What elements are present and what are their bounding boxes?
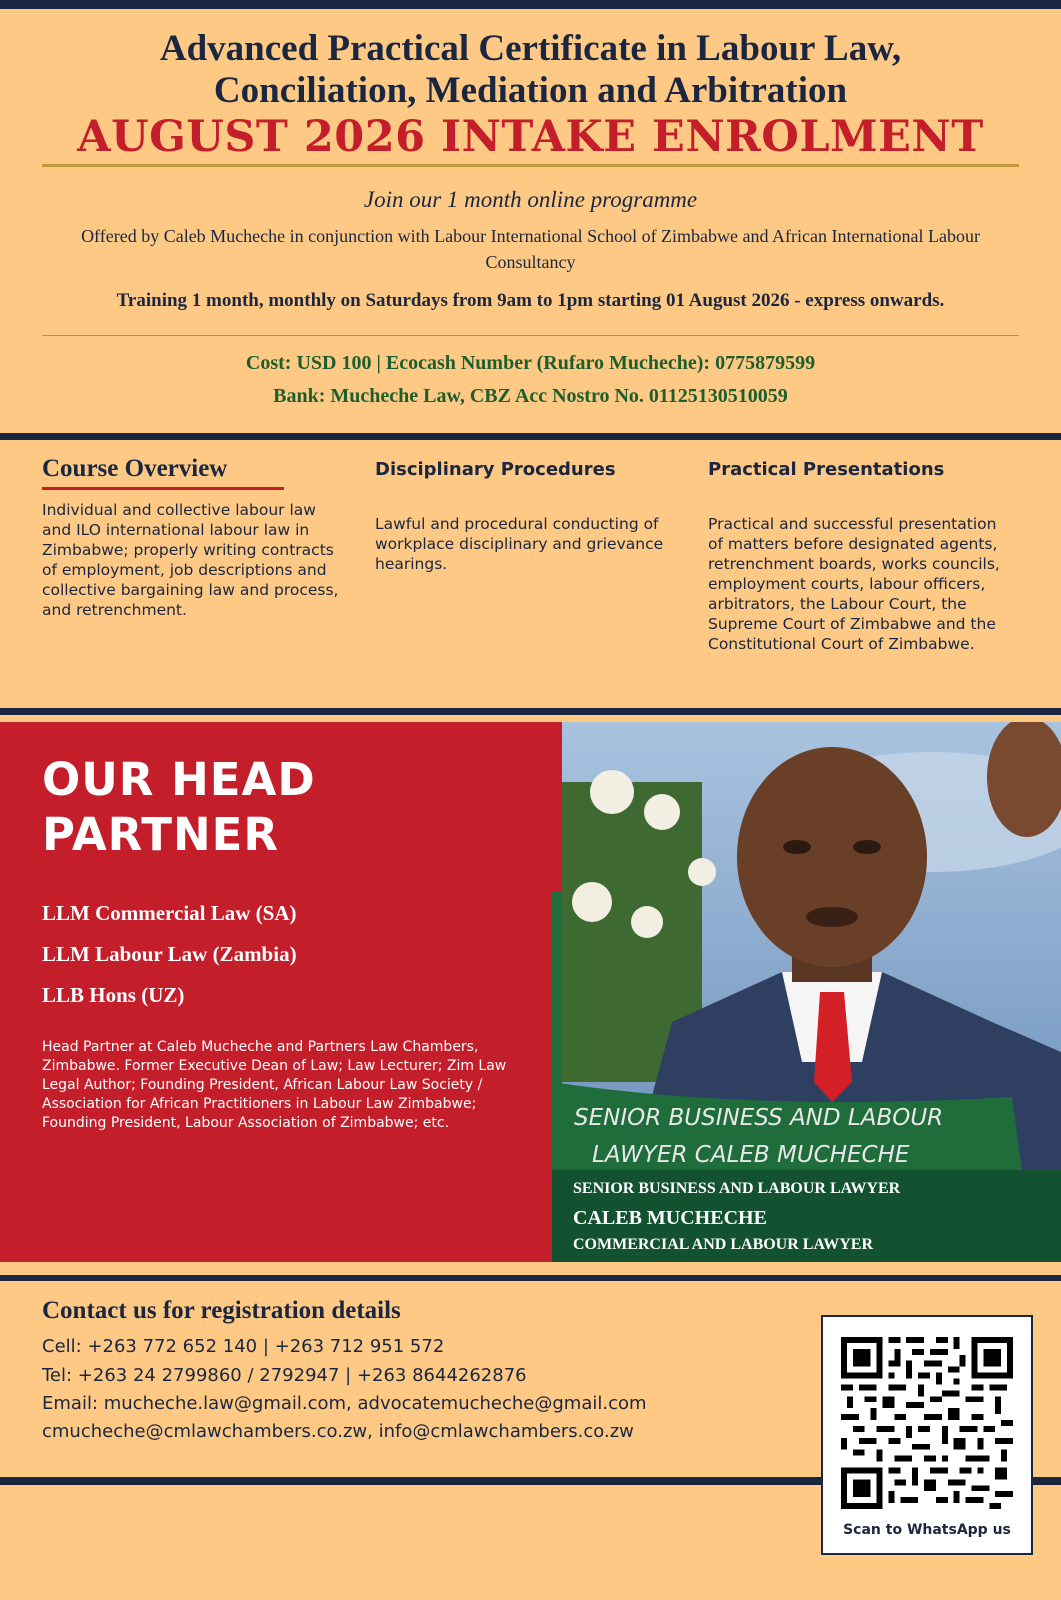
disciplinary-heading: Disciplinary Procedures bbox=[375, 459, 616, 480]
course-overview-heading: Course Overview bbox=[42, 455, 228, 482]
course-title-line2: Conciliation, Mediation and Arbitration bbox=[213, 70, 848, 111]
degree-item: LLM Commercial Law (SA) bbox=[42, 901, 297, 925]
contact-cell[interactable]: Cell: +263 772 652 140 | +263 712 951 572 bbox=[42, 1336, 445, 1357]
course-title bbox=[0, 28, 1061, 112]
heading-underline bbox=[42, 487, 284, 490]
caption-line1: SENIOR BUSINESS AND LABOUR LAWYER bbox=[573, 1180, 901, 1197]
caption-line3: COMMERCIAL AND LABOUR LAWYER bbox=[573, 1236, 874, 1253]
presentations-column bbox=[708, 455, 1013, 654]
offered-by-text: Offered by Caleb Mucheche in conjunction with Labour International School of Zimbabwe and African International Labour Consultancy bbox=[81, 226, 980, 272]
contact-email-2[interactable]: cmucheche@cmlawchambers.co.zw, info@cmlawchambers.co.zw bbox=[42, 1421, 634, 1442]
join-text: Join our 1 month online programme bbox=[363, 187, 698, 212]
course-overview-text: Individual and collective labour law and ILO international labour law in Zimbabwe; properly writing contracts of employment, job descriptions and collective bargaining law and process, and retrenchment. bbox=[42, 501, 339, 619]
contact-email[interactable]: Email: mucheche.law@gmail.com, advocatemucheche@gmail.com bbox=[42, 1393, 647, 1414]
partner-description: Head Partner at Caleb Mucheche and Partners Law Chambers, Zimbabwe. Former Executive Dean of Law; Law Lecturer; Zim Law Legal Author; Founding President, African Labour Law Society / Association for African Practitioners in Labour Law Zimbabwe; Founding President, Labour Association of Zimbabwe; etc. bbox=[42, 1039, 507, 1131]
partner-title bbox=[42, 752, 316, 862]
section-separator bbox=[0, 708, 1061, 715]
intake-title: AUGUST 2026 INTAKE ENROLMENT bbox=[77, 112, 984, 162]
top-border-bar bbox=[0, 0, 1061, 9]
cost-line: Cost: USD 100 | Ecocash Number (Rufaro Mucheche): 0775879599 bbox=[245, 352, 816, 374]
course-overview-column bbox=[42, 455, 347, 620]
disciplinary-text: Lawful and procedural conducting of workplace disciplinary and grievance hearings. bbox=[375, 515, 664, 573]
partner-title-line2: PARTNER bbox=[42, 808, 280, 861]
section-separator bbox=[0, 433, 1061, 440]
qr-label: Scan to WhatsApp us bbox=[843, 1522, 1011, 1538]
disciplinary-column bbox=[375, 455, 680, 574]
header-divider bbox=[42, 164, 1019, 167]
training-schedule: Training 1 month, monthly on Saturdays from 9am to 1pm starting 01 August 2026 - express onwards. bbox=[116, 290, 945, 311]
whatsapp-qr-card[interactable] bbox=[821, 1315, 1033, 1555]
degree-item: LLB Hons (UZ) bbox=[42, 983, 185, 1007]
photo-banner-text-2: LAWYER CALEB MUCHECHE bbox=[592, 1142, 910, 1168]
caption-name: CALEB MUCHECHE bbox=[573, 1207, 767, 1229]
photo-banner-text-1: SENIOR BUSINESS AND LABOUR bbox=[574, 1105, 944, 1131]
course-title-line1: Advanced Practical Certificate in Labour Law, bbox=[159, 28, 902, 69]
presentations-heading: Practical Presentations bbox=[708, 459, 945, 480]
bank-line: Bank: Mucheche Law, CBZ Acc Nostro No. 01125130510059 bbox=[273, 385, 788, 407]
cost-divider bbox=[42, 335, 1019, 336]
presentations-text: Practical and successful presentation of matters before designated agents, retrenchment boards, works councils, employment courts, labour officers, arbitrators, the Labour Court, the Supreme Court of Zimbabwe and the Constitutional Court of Zimbabwe. bbox=[708, 515, 1000, 653]
partner-photo bbox=[552, 722, 1061, 1170]
section-separator bbox=[0, 1275, 1061, 1281]
contact-heading: Contact us for registration details bbox=[42, 1297, 401, 1324]
qr-code-icon[interactable] bbox=[841, 1337, 1013, 1509]
partner-title-line1: OUR HEAD bbox=[42, 753, 316, 806]
degree-item: LLM Labour Law (Zambia) bbox=[42, 942, 297, 966]
contact-tel[interactable]: Tel: +263 24 2799860 / 2792947 | +263 8644262876 bbox=[42, 1365, 527, 1386]
